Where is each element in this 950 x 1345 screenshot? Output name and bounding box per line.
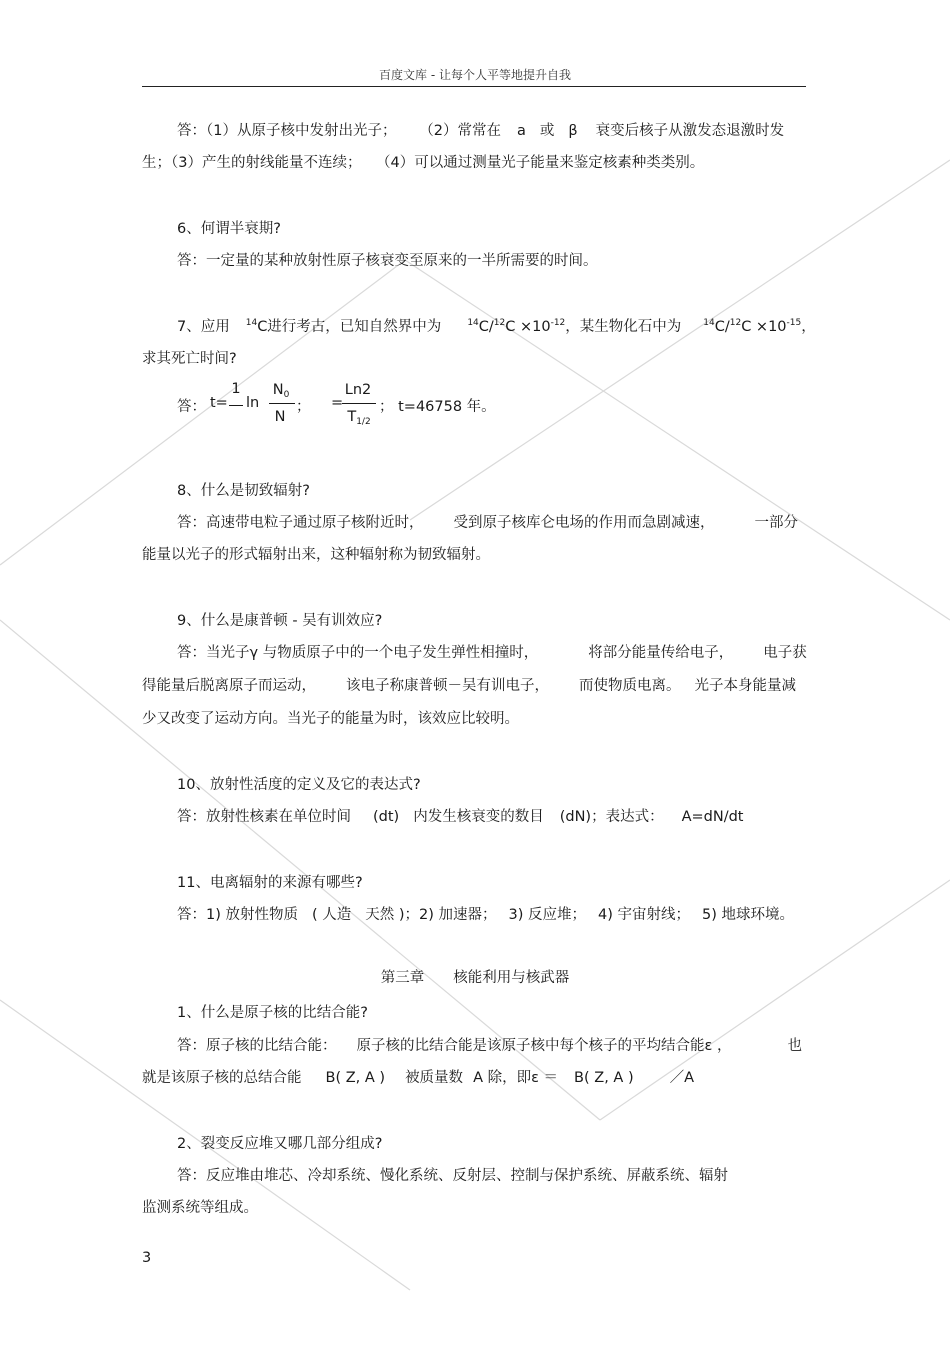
text-segment: C/ [478,319,494,335]
text-segment: （2）常常在 [426,123,501,139]
text-segment: 内发生核衰变的数目 [413,809,544,825]
text-segment: 光子本身能量减 [694,678,796,694]
text-segment: 也 [787,1038,802,1054]
fraction-bar [269,403,295,404]
text-segment: C进行考古，已知自然界中为 [257,319,442,335]
n-symbol: N [272,382,284,398]
page-header: 百度文库 - 让每个人平等地提升自我 [379,68,571,82]
text-segment: (dt) [373,809,400,825]
text-segment: 得能量后脱离原子而运动， [142,678,316,694]
superscript: 12 [729,318,742,328]
question-7-line2: 求其死亡时间? [142,351,237,367]
answer-9-line2 [142,674,796,695]
chapter3-answer-2-line1: 答：反应堆由堆芯、冷却系统、慢化系统、反射层、控制与保护系统、屏蔽系统、辐射 [177,1168,728,1184]
superscript: 14 [245,318,258,328]
question-8: 8、什么是韧致辐射? [177,483,310,499]
text-segment: ， [801,319,816,335]
text-segment: 该电子称康普顿－吴有训电子， [346,678,549,694]
answer-8-line1 [177,511,798,532]
text-segment: ，某生物化石中为 [565,319,682,335]
text-segment: 衰变后核子从激发态退激时发 [595,123,785,139]
text-segment: (dN)；表达式： [559,809,664,825]
text-segment: 而使物质电离。 [579,678,681,694]
chapter3-answer-1-line2 [142,1066,694,1087]
superscript: 14 [467,318,479,328]
alpha-symbol: a [516,123,526,139]
subscript: 1/2 [356,417,371,427]
superscript: -15 [786,318,802,328]
text-segment: C ×10 [505,319,551,335]
page-number: 3 [142,1250,152,1266]
superscript: -12 [550,318,566,328]
text-segment: 3) 反应堆； [508,907,587,923]
fraction-numerator-ln2: Ln2 [344,382,372,398]
text-segment: 将部分能量传给电子， [588,645,734,661]
text-segment: 答：原子核的比结合能： [177,1038,337,1054]
text-segment: 答：当光子γ 与物质原子中的一个电子发生弹性相撞时， [177,645,539,661]
text-segment: 一部分 [754,515,798,531]
answer-10 [177,805,744,826]
activity-formula: A=dN/dt [681,809,744,825]
text-segment: ／A [669,1070,695,1086]
fraction-numerator-n0 [268,382,294,400]
text-segment: 答：高速带电粒子通过原子核附近时， [177,515,424,531]
formula-equals: = [331,395,344,411]
chapter-title: 第三章 核能利用与核武器 [380,970,570,986]
question-9: 9、什么是康普顿 - 吴有训效应? [177,613,383,629]
text-segment: 答：（1）从原子核中发射出光子； [177,123,397,139]
text-segment: 电子获 [763,645,807,661]
beta-symbol: β [568,123,578,139]
chapter3-answer-1-line1 [177,1034,802,1055]
answer-11 [177,903,794,924]
subscript: 0 [283,390,290,400]
answer-label: 答： [177,399,206,415]
formula-t-equals: t= [210,395,228,411]
text-segment: 答：放射性核素在单位时间 [177,809,351,825]
answer-6: 答：一定量的某种放射性原子核衰变至原来的一半所需要的时间。 [177,253,598,269]
fraction-denominator-t-half [342,409,376,427]
question-6: 6、何谓半衰期? [177,221,281,237]
answer-9-line3: 少又改变了运动方向。当光子的能量为时，该效应比较明。 [142,711,519,727]
text-segment: 答：1) 放射性物质 [177,907,298,923]
text-segment: 被质量数 [405,1070,464,1086]
chapter3-question-2: 2、裂变反应堆又哪几部分组成? [177,1136,383,1152]
formula-result: ； t=46758 年。 [379,399,496,415]
text-segment: 受到原子核库仑电场的作用而急剧减速， [453,515,715,531]
answer-gamma-line2: 生；（3）产生的射线能量不连续； （4）可以通过测量光子能量来鉴定核素种类类别。 [142,155,705,171]
t-symbol: T [347,409,357,425]
superscript: 12 [493,318,506,328]
text-segment: B( Z, A ) [574,1070,634,1086]
text-segment: 原子核的比结合能是该原子核中每个核子的平均结合能ε ， [356,1038,732,1054]
chapter3-answer-2-line2: 监测系统等组成。 [142,1200,258,1216]
text-segment: C/ [714,319,730,335]
answer-9-line1 [177,641,807,662]
text-segment: 7、应用 [177,319,230,335]
text-segment: B( Z, A ) [325,1070,386,1086]
superscript: 14 [703,318,715,328]
text-segment: ( 人造 [312,907,352,923]
text-segment: A 除，即ε ＝ [473,1070,559,1086]
question-11: 11、电离辐射的来源有哪些? [177,875,363,891]
text-segment: 5) 地球环境。 [702,907,795,923]
fraction-numerator-one: 1 [231,381,241,397]
text-segment: 天然 )；2) 加速器； [365,907,497,923]
text-segment: 或 [539,123,555,139]
text-segment: C ×10 [741,319,787,335]
fraction-bar [229,405,243,406]
fraction-bar [342,403,376,404]
text-segment: 4) 宇宙射线； [598,907,691,923]
header-rule [142,86,806,87]
text-segment: 就是该原子核的总结合能 [142,1070,302,1086]
question-7-line1 [177,315,816,336]
answer-gamma-line1 [177,119,784,140]
formula-semicolon: ； [296,399,311,415]
question-10: 10、放射性活度的定义及它的表达式? [177,777,421,793]
chapter3-question-1: 1、什么是原子核的比结合能? [177,1005,368,1021]
answer-8-line2: 能量以光子的形式辐射出来，这种辐射称为韧致辐射。 [142,547,490,563]
formula-ln: ln [246,395,260,411]
fraction-denominator-n: N [274,409,286,425]
